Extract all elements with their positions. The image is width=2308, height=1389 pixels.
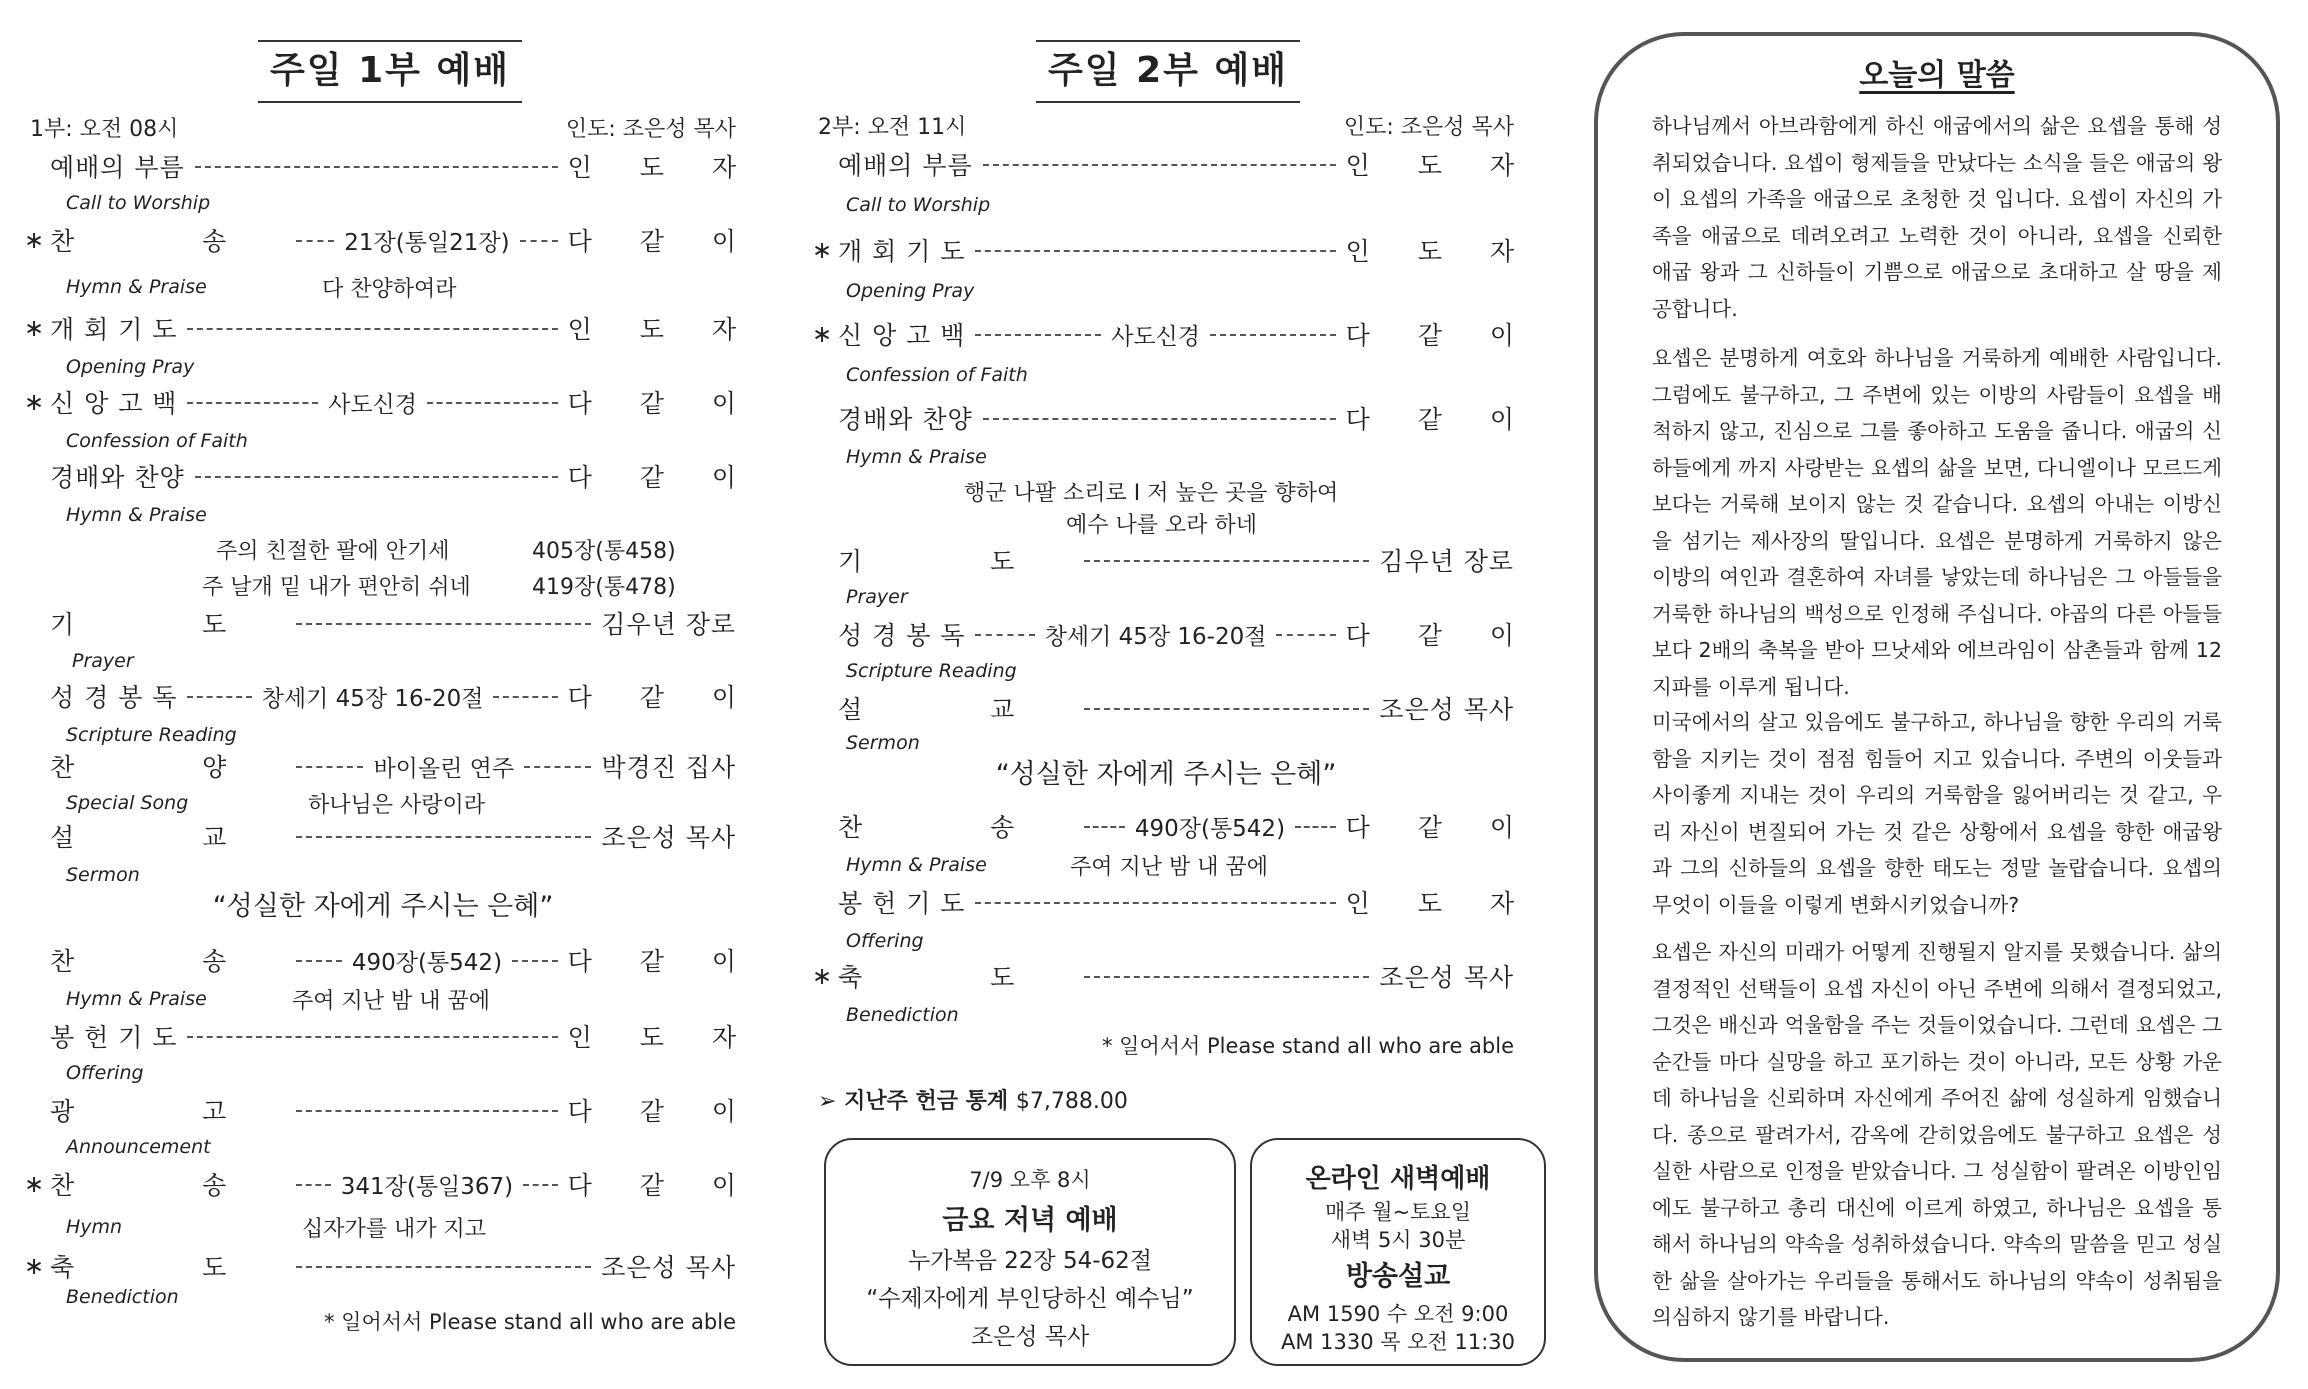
service2-item-prayer [818, 540, 1514, 580]
item-label: 설 교 [838, 695, 1075, 724]
item-eng: Prayer [72, 650, 134, 672]
item-who: 다 같 이 [1345, 813, 1535, 842]
sermon-title: “성실한 자에게 주시는 은혜” [212, 891, 554, 922]
service1-item-benediction [24, 1246, 736, 1286]
praise-line: 예수 나를 오라 하네 [1066, 513, 1257, 538]
leader-dots [296, 959, 342, 962]
item-eng: Confession of Faith [66, 430, 248, 452]
leader-dots [975, 633, 1034, 636]
item-who: 다 같 이 [567, 463, 756, 492]
word-paragraph-2: 요셉은 분명하게 여호와 하나님을 거룩하게 예배한 사람입니다. 그럼에도 불구하고, 그 주변에 있는 이방의 사람들이 요셉을 배척하지 않고, 진심으로 그를 좋아하고 도움을 줍니다. 애굽의 신하들에게 까지 사랑받는 요셉의 삶을 보면, 다니엘이나 모르드게 보다는 거룩해 보이지 않는 것 같습니다. 요셉의 아내는 이방신을 섬기는 제사장의 딸입니다. 요셉은 분명하게 거룩하지 않은 이방의 여인과 결혼하여 자녀를 낳았는데 하나님은 그 아들들을 거룩한 하나님의 백성으로 인정해 주십니다. 야곱의 다른 아들들보다 2배의 축복을 받아 므낫세와 에브라임이 삼촌들과 함께 12 지파를 이루게 됩니다. [1652, 346, 2222, 699]
sermon-title: “성실한 자에게 주시는 은혜” [995, 759, 1337, 790]
item-label: 경배와 찬양 [838, 405, 973, 434]
service2-item-opening [812, 230, 1534, 270]
item-who: 다 같 이 [1345, 621, 1534, 650]
leader-dots [1295, 825, 1336, 828]
service1-title: 주일 1부 예배 [258, 40, 522, 103]
service2-item-worship [818, 398, 1534, 438]
item-who: 다 같 이 [567, 1171, 757, 1200]
leader-dots [187, 327, 557, 330]
service1-item-scripture [30, 676, 756, 716]
item-who: 다 같 이 [567, 227, 756, 256]
item-label: 축 도 [50, 1253, 287, 1282]
service1-item-special [30, 746, 736, 786]
item-label: 찬 송 [50, 947, 287, 976]
service2-time: 2부: 오전 11시 [818, 115, 967, 140]
stand-mark-icon: ∗ [24, 226, 45, 254]
leader-dots [493, 695, 557, 698]
item-eng: Hymn [66, 1216, 123, 1238]
praise-line: 행군 나팔 소리로 I 저 높은 곳을 향하여 [964, 481, 1339, 506]
item-who: 김우년 장로 [1379, 547, 1514, 576]
item-label: 찬 송 [50, 227, 287, 256]
word-paragraph-4: 요셉은 자신의 미래가 어떻게 진행될지 알지를 못했습니다. 삶의 결정적인 선택들이 요셉 자신이 아닌 주변에 의해서 결정되었고, 그것은 배신과 억울함을 주는 것들이었습니다. 그런데 요셉은 그 순간들 마다 실망을 하고 포기하는 것이 아니라, 모든 상황 가운데 하나님을 신뢰하며 자신에게 주어진 삶에 성실하게 임했습니다. 종으로 팔려가서, 감옥에 갇히었음에도 불구하고 요셉은 성실한 사람으로 인정을 받았습니다. 그 성실함이 팔려온 이방인임에도 불구하고 총리 대신에 이르게 하였고, 하나님은 요셉을 통해서 하나님의 약속을 성취하셨습니다. 약속의 말씀을 믿고 성실한 삶을 살아가는 우리들을 통해서도 하나님의 약속이 성취됨을 의심하지 않기를 바랍니다. [1652, 940, 2222, 1329]
dawn-title: 온라인 새벽예배 [1305, 1164, 1491, 1194]
stand-mark-icon: ∗ [24, 1252, 45, 1280]
item-who: 김우년 장로 [601, 610, 736, 639]
service2-item-hymn [818, 806, 1535, 846]
item-who: 인 도 자 [567, 315, 756, 344]
service1-leader: 인도: 조은성 목사 [565, 117, 736, 142]
item-label: 광 고 [50, 1097, 287, 1126]
leader-dots [524, 765, 591, 768]
item-sub: 십자가를 내가 지고 [302, 1217, 487, 1242]
item-eng: Sermon [66, 864, 140, 886]
item-mid: 490장(통542) [351, 949, 503, 976]
leader-dots [1210, 333, 1336, 336]
praise-song-num: 405장(통458) [532, 539, 676, 564]
item-mid: 창세기 45장 16-20절 [1044, 623, 1267, 650]
service2-item-offering [818, 882, 1534, 922]
leader-dots [296, 239, 334, 242]
item-eng: Benediction [846, 1004, 959, 1026]
item-eng: Opening Pray [66, 356, 195, 378]
service1-item-hymn3 [24, 1164, 757, 1204]
item-eng: Offering [846, 930, 924, 952]
item-eng: Hymn & Praise [846, 854, 987, 876]
item-eng: Announcement [66, 1136, 211, 1158]
friday-service-box [824, 1138, 1236, 1366]
item-sub: 다 찬양하여라 [322, 277, 457, 302]
item-eng: Call to Worship [846, 194, 991, 216]
leader-dots [1084, 975, 1369, 978]
friday-title: 금요 저녁 예배 [942, 1205, 1118, 1236]
leader-dots [187, 401, 318, 404]
service2-item-scripture [818, 614, 1534, 654]
item-mid: 21장(통일21장) [344, 229, 510, 256]
item-who: 인 도 자 [1345, 151, 1534, 180]
item-eng: Hymn & Praise [66, 276, 207, 298]
item-sub: 주여 지난 밤 내 꿈에 [292, 989, 490, 1014]
stand-mark-icon: ∗ [24, 1170, 45, 1198]
service2-header [818, 110, 1514, 141]
leader-dots [512, 959, 558, 962]
service1-item-hymn2 [30, 940, 757, 980]
item-label: 경배와 찬양 [50, 463, 185, 492]
item-who: 다 같 이 [567, 683, 756, 712]
word-title-text: 오늘의 말씀 [1859, 58, 2015, 93]
service2-item-creed [812, 314, 1534, 354]
item-sub: 주여 지난 밤 내 꿈에 [1070, 855, 1268, 880]
leader-dots [1276, 633, 1335, 636]
item-who: 박경진 집사 [601, 753, 737, 782]
item-label: 찬 양 [50, 753, 287, 782]
leader-dots [296, 1265, 591, 1268]
item-label: 봉 헌 기 도 [838, 889, 966, 918]
service2-title: 주일 2부 예배 [1036, 40, 1300, 103]
leader-dots [975, 901, 1335, 904]
leader-dots [296, 765, 363, 768]
item-eng: Benediction [66, 1286, 179, 1308]
item-eng: Offering [66, 1062, 144, 1084]
item-who: 조은성 목사 [1379, 963, 1514, 992]
leader-dots [520, 239, 558, 242]
item-who: 인 도 자 [567, 1023, 756, 1052]
praise-song-name: 주의 친절한 팔에 안기세 [216, 539, 450, 564]
item-label: 신 앙 고 백 [838, 321, 966, 350]
service2-item-benediction [812, 956, 1514, 996]
item-label: 기 도 [838, 547, 1075, 576]
service1-item-worship [30, 456, 756, 496]
stand-note: * 일어서서 Please stand all who are able [1102, 1034, 1514, 1058]
item-label: 축 도 [838, 963, 1075, 992]
service1-item-hymn1 [24, 220, 756, 260]
stand-mark-icon: ∗ [24, 314, 45, 342]
praise-song-num: 419장(통478) [532, 575, 676, 600]
friday-preacher: 조은성 목사 [970, 1324, 1090, 1350]
leader-dots [187, 1035, 557, 1038]
service1-item-sermon [30, 816, 736, 856]
item-who: 조은성 목사 [601, 1253, 736, 1282]
item-label: 봉 헌 기 도 [50, 1023, 178, 1052]
item-who: 인 도 자 [567, 153, 756, 182]
item-eng: Prayer [846, 586, 908, 608]
item-who: 인 도 자 [1345, 237, 1534, 266]
item-who: 조은성 목사 [601, 823, 736, 852]
item-label: 성 경 봉 독 [838, 621, 966, 650]
item-eng: Confession of Faith [846, 364, 1028, 386]
item-label: 예배의 부름 [50, 153, 185, 182]
item-who: 다 같 이 [567, 947, 757, 976]
item-eng: Scripture Reading [66, 724, 237, 746]
stand-mark-icon: ∗ [812, 320, 833, 348]
item-eng: Hymn & Praise [846, 446, 987, 468]
leader-dots [296, 1109, 557, 1112]
item-label: 개 회 기 도 [50, 315, 178, 344]
stand-mark-icon: ∗ [24, 388, 45, 416]
offering-stats [818, 1084, 1128, 1115]
stand-mark-icon: ∗ [812, 236, 833, 264]
item-label: 기 도 [50, 610, 287, 639]
praise-song-name: 주 날개 밑 내가 편안히 쉬네 [202, 575, 471, 600]
item-eng: Scripture Reading [846, 660, 1017, 682]
dawn-time: 새벽 5시 30분 [1330, 1228, 1466, 1252]
leader-dots [1084, 707, 1369, 710]
leader-dots [983, 417, 1336, 420]
item-who: 다 같 이 [1345, 321, 1534, 350]
leader-dots [296, 835, 591, 838]
word-paragraph-3: 미국에서의 살고 있음에도 불구하고, 하나님을 향한 우리의 거룩함을 지키는 것이 점점 힘들어 지고 있습니다. 주변의 이웃들과 사이좋게 지내는 것이 우리의 거룩함을 잃어버리는 것 같고, 우리 자신이 변질되어 가는 것 같은 상황에서 요셉을 향한 애굽왕과 그의 신하들의 요셉을 향한 태도는 정말 놀랍습니다. 요셉의 무엇이 이들을 이렇게 변화시키었습니까? [1652, 710, 2222, 917]
service2-leader: 인도: 조은성 목사 [1343, 115, 1514, 140]
item-who: 다 같 이 [567, 1097, 756, 1126]
leader-dots [1084, 559, 1369, 562]
item-label: 성 경 봉 독 [50, 683, 178, 712]
leader-dots [195, 475, 558, 478]
item-label: 신 앙 고 백 [50, 389, 178, 418]
leader-dots [296, 622, 591, 625]
item-mid: 사도신경 [328, 391, 417, 418]
leader-dots [195, 165, 558, 168]
item-mid: 바이올린 연주 [373, 755, 515, 782]
item-mid: 490장(통542) [1134, 815, 1286, 842]
service1-item-call [30, 146, 756, 186]
service1-item-announce [30, 1090, 756, 1130]
item-mid: 341장(통일367) [340, 1173, 514, 1200]
item-eng: Sermon [846, 732, 920, 754]
word-paragraph-1: 하나님께서 아브라함에게 하신 애굽에서의 삶은 요셉을 통해 성취되었습니다. 요셉이 형제들을 만났다는 소식을 들은 애굽의 왕이 요셉의 가족을 애굽으로 초청한 것 입니다. 요셉이 자신의 가족을 애굽으로 데려오려고 노력한 것이 아니라, 요셉을 신뢰한 애굽 왕과 그 신하들이 기쁨으로 애굽으로 초대하고 살 땅을 제공합니다. [1652, 114, 2222, 321]
stand-mark-icon: ∗ [812, 962, 833, 990]
broadcast-am2: AM 1330 목 오전 11:30 [1280, 1330, 1515, 1354]
leader-dots [983, 163, 1336, 166]
item-who: 인 도 자 [1345, 889, 1534, 918]
item-mid: 사도신경 [1111, 323, 1200, 350]
leader-dots [1084, 825, 1125, 828]
word-title [1598, 50, 2276, 94]
service1-item-opening [24, 308, 756, 348]
item-label: 개 회 기 도 [838, 237, 966, 266]
service1-header [30, 112, 736, 143]
item-label: 찬 송 [50, 1171, 287, 1200]
offering-label: ➢ 지난주 헌금 통계 [818, 1089, 1009, 1114]
service1-item-creed [24, 382, 756, 422]
leader-dots [427, 401, 558, 404]
leader-dots [523, 1183, 558, 1186]
broadcast-am1: AM 1590 수 오전 9:00 [1287, 1302, 1509, 1326]
item-label: 찬 송 [838, 813, 1075, 842]
friday-scripture: 누가복음 22장 54-62절 [907, 1248, 1153, 1274]
item-eng: Opening Pray [846, 280, 975, 302]
dawn-days: 매주 월~토요일 [1325, 1200, 1471, 1224]
item-who: 조은성 목사 [1379, 695, 1514, 724]
item-label: 예배의 부름 [838, 151, 973, 180]
item-eng: Hymn & Praise [66, 504, 207, 526]
item-sub: 하나님은 사랑이라 [308, 793, 486, 818]
service1-time: 1부: 오전 08시 [30, 117, 179, 142]
friday-sermon: “수제자에게 부인당하신 예수님” [866, 1286, 1194, 1312]
item-eng: Hymn & Praise [66, 988, 207, 1010]
item-eng: Special Song [66, 792, 189, 814]
broadcast-title: 방송설교 [1345, 1261, 1451, 1292]
service2-item-sermon [818, 688, 1514, 728]
dawn-service-box [1250, 1138, 1546, 1366]
item-who: 다 같 이 [1345, 405, 1534, 434]
friday-time: 7/9 오후 8시 [969, 1168, 1091, 1192]
service1-item-offering [30, 1016, 756, 1056]
item-who: 다 같 이 [567, 389, 756, 418]
item-mid: 창세기 45장 16-20절 [261, 685, 484, 712]
service1-item-prayer [30, 603, 736, 643]
leader-dots [975, 249, 1335, 252]
item-label: 설 교 [50, 823, 287, 852]
item-eng: Call to Worship [66, 192, 211, 214]
todays-word-panel [1594, 32, 2280, 1362]
leader-dots [975, 333, 1101, 336]
service2-item-call [818, 144, 1534, 184]
leader-dots [296, 1183, 331, 1186]
stand-note: * 일어서서 Please stand all who are able [324, 1310, 736, 1334]
leader-dots [187, 695, 251, 698]
offering-amount: $7,788.00 [1015, 1089, 1128, 1114]
